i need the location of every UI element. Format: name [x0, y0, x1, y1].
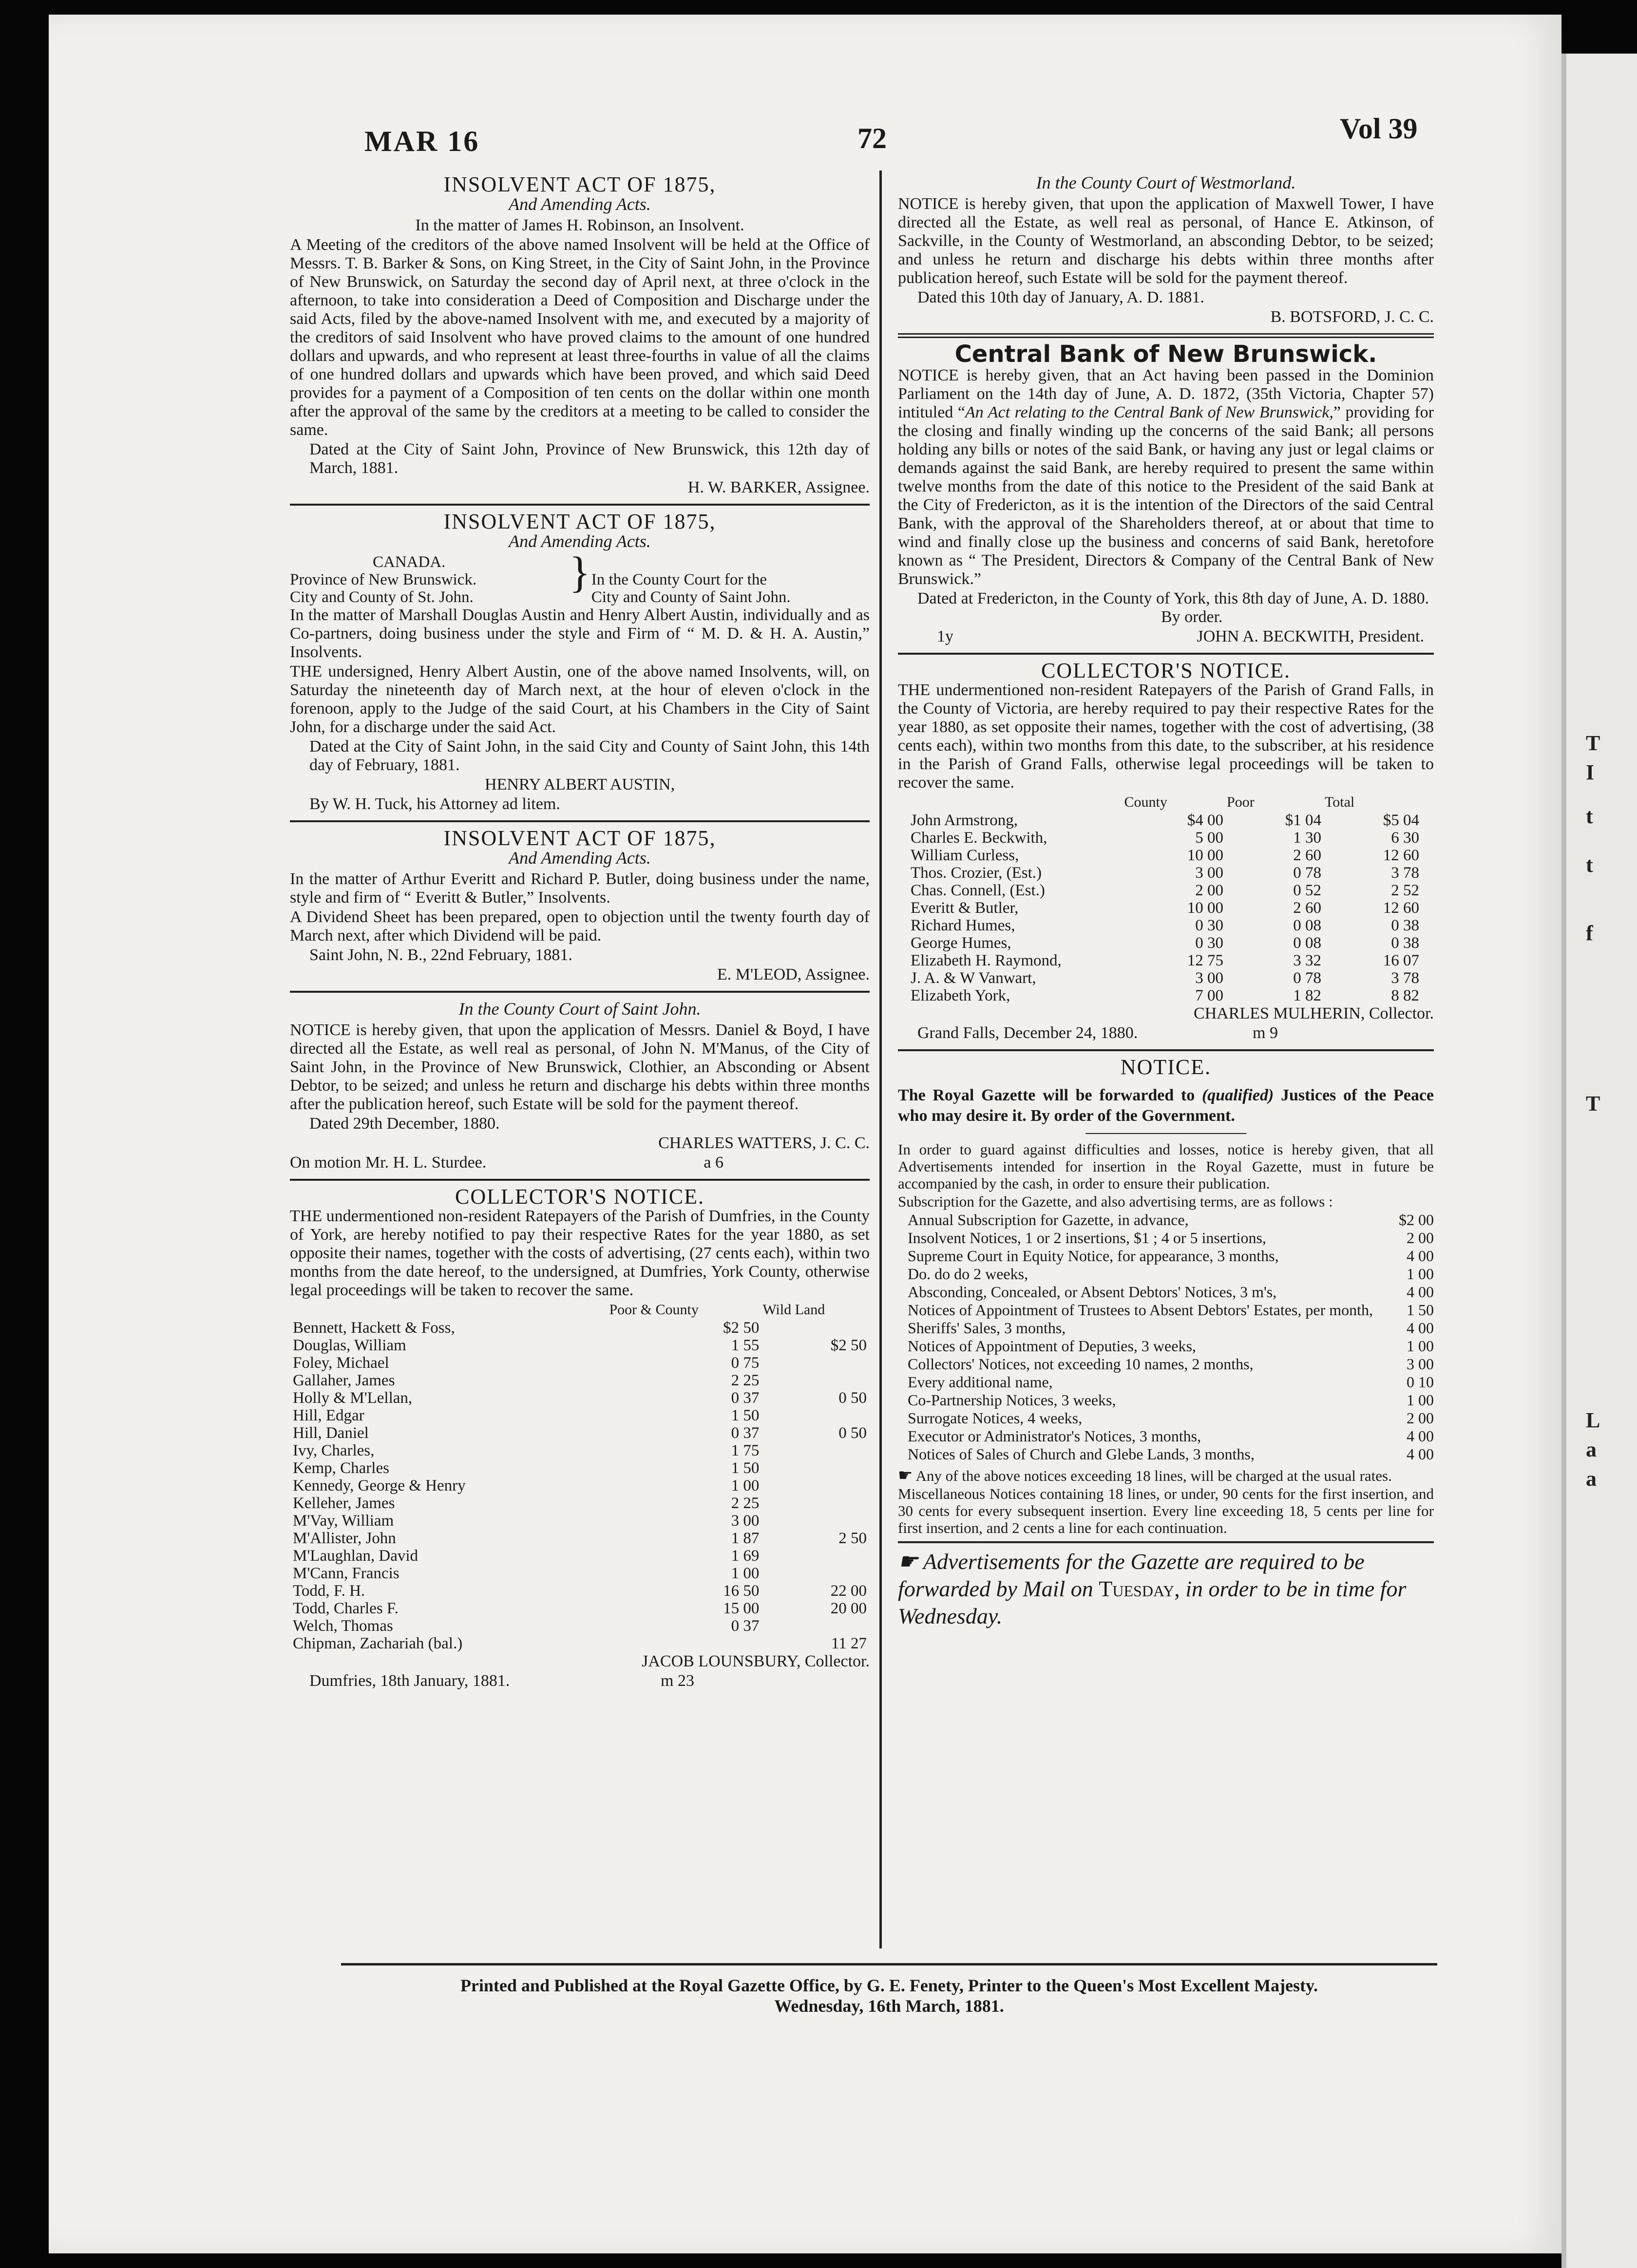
imprint-line-2: Wednesday, 16th March, 1881.	[774, 1996, 1004, 2016]
ratepayer-name: Chipman, Zachariah (bal.)	[293, 1635, 463, 1652]
poor-county-rate: 1 87	[731, 1530, 760, 1547]
poor-rate: 0 52	[1293, 882, 1322, 899]
table-row	[290, 1424, 870, 1442]
total-rate: 12 60	[1383, 847, 1419, 864]
ratepayer-name: Kelleher, James	[293, 1494, 395, 1512]
dated-line	[898, 589, 1434, 608]
total-rate: $5 04	[1383, 812, 1419, 829]
poor-county-rate: 1 00	[731, 1565, 760, 1582]
county-rate: 12 75	[1187, 952, 1224, 969]
total-rate: 2 52	[1391, 882, 1419, 899]
col-header: Poor	[1227, 794, 1255, 810]
fee-amount: $2 00	[1399, 1211, 1434, 1228]
poor-rate: $1 04	[1285, 812, 1322, 829]
gazette-notice	[898, 1085, 1434, 1126]
fee-row	[898, 1355, 1434, 1373]
poor-county-rate: 1 00	[731, 1477, 760, 1494]
insolvent-notice-austin	[290, 512, 870, 813]
mail-notice	[898, 1548, 1434, 1630]
wild-land-rate: 2 50	[838, 1530, 867, 1547]
fee-amount: 1 00	[1407, 1391, 1434, 1409]
county-rate: 0 30	[1195, 917, 1224, 934]
table-row	[908, 829, 1422, 847]
poor-rate: 0 08	[1293, 917, 1322, 934]
fee-amount: 1 50	[1407, 1301, 1434, 1319]
notice-signature: CHARLES MULHERIN, Collector.	[1194, 1004, 1434, 1022]
mail-text-b: in order to be in time for Wednesday.	[898, 1576, 1407, 1628]
section-rule	[290, 1179, 870, 1181]
section-rule	[898, 1541, 1434, 1543]
notice-body: THE undersigned, Henry Albert Austin, one of the above named Insolvents, will, on Saturday the nineteenth day of March next, at the hour of eleven o'clock in the forenoon, apply to the Judge of the said Court, at his Chambers in the City of Saint John, for a discharge under the said Act.	[290, 662, 870, 736]
ratepayer-name: John Armstrong,	[911, 812, 1018, 829]
city-county-label: City and County of St. John.	[290, 588, 474, 606]
fee-row	[898, 1229, 1434, 1247]
fee-label: Notices of Appointment of Deputies, 3 weeks,	[908, 1337, 1196, 1355]
table-row	[908, 882, 1422, 899]
section-rule	[290, 991, 870, 993]
notice-code: m 9	[1253, 1024, 1278, 1042]
fee-label: Notices of Sales of Church and Glebe Lands, 3 months,	[908, 1445, 1255, 1463]
ratepayer-name: Elizabeth H. Raymond,	[911, 952, 1062, 969]
notice-attorney: By W. H. Tuck, his Attorney ad litem.	[309, 795, 560, 813]
total-rate: 8 82	[1391, 987, 1419, 1004]
central-bank-notice	[898, 340, 1434, 646]
fee-list	[898, 1211, 1434, 1463]
fee-row	[898, 1265, 1434, 1283]
ratepayer-name: Gallaher, James	[293, 1372, 395, 1389]
notice-title: NOTICE.	[1120, 1055, 1212, 1079]
fee-label: Co-Partnership Notices, 3 weeks,	[908, 1391, 1116, 1409]
rates-table	[290, 1301, 870, 1652]
ratepayer-name: Foley, Michael	[293, 1354, 389, 1372]
table-row	[290, 1442, 870, 1459]
wild-land-rate	[762, 1565, 870, 1582]
fee-label: Collectors' Notices, not exceeding 10 names, 2 months,	[908, 1355, 1254, 1373]
notice-title: COLLECTOR'S NOTICE.	[455, 1185, 704, 1209]
ratepayer-name: Kemp, Charles	[293, 1459, 389, 1477]
gazette-text-b: Justices of the Peace who may desire it. By order of the Government.	[898, 1086, 1434, 1125]
wild-land-rate	[762, 1442, 870, 1459]
motion-line	[290, 1153, 870, 1172]
ratepayer-name: M'Cann, Francis	[293, 1565, 400, 1582]
notice-body: NOTICE is hereby given, that upon the application of Messrs. Daniel & Boyd, I have directed all the Estate, as well real as personal, of John N. M'Manus, of the City of Saint John, in the Province of New Brunswick, Clothier, an Absconding or Absent Debtor, to be seized; and unless he return and discharge his debts within three months after the publication hereof, such Estate will be sold for the payment thereof.	[290, 1021, 870, 1113]
volume-label: Vol 39	[1340, 113, 1418, 145]
signature-line	[898, 627, 1434, 646]
county-rate: 2 00	[1195, 882, 1224, 899]
county-rate: 3 00	[1195, 864, 1224, 882]
section-rule	[898, 1049, 1434, 1051]
poor-county-rate: 3 00	[731, 1512, 760, 1530]
county-rate: 7 00	[1195, 987, 1224, 1004]
court-name-a: In the County Court for the	[591, 571, 767, 588]
poor-rate: 1 82	[1293, 987, 1322, 1004]
poor-county-rate: 0 75	[731, 1354, 760, 1372]
fee-row	[898, 1445, 1434, 1463]
poor-county-rate: 2 25	[731, 1372, 760, 1389]
printer-imprint	[341, 1975, 1437, 2016]
notice-signature: H. W. BARKER, Assignee.	[687, 478, 870, 496]
notice-title: In the County Court of Saint John.	[458, 999, 701, 1019]
misc-notice: Miscellaneous Notices containing 18 lines, or under, 90 cents for the first insertion, and 30 cents for every subsequent insertion. Every line exceeding 18, 5 cents per line for first insertion, and 2 cents a line for each continuation.	[898, 1485, 1434, 1536]
notice-dated: Dated this 10th day of January, A. D. 1881.	[917, 288, 1204, 306]
poor-rate: 0 08	[1293, 934, 1322, 952]
poor-rate: 0 78	[1293, 969, 1322, 987]
poor-rate: 2 60	[1293, 899, 1322, 917]
notice-title: INSOLVENT ACT OF 1875,	[443, 172, 716, 196]
ratepayer-name: M'Allister, John	[293, 1530, 396, 1547]
wild-land-rate	[762, 1477, 870, 1494]
county-court-westmorland	[898, 173, 1434, 326]
fee-amount: 4 00	[1407, 1319, 1434, 1337]
footer-rule	[341, 1963, 1437, 1966]
wild-land-rate	[762, 1459, 870, 1477]
notice-signature: JACOB LOUNSBURY, Collector.	[642, 1652, 870, 1670]
total-rate: 12 60	[1383, 899, 1419, 917]
table-row	[290, 1407, 870, 1424]
notice-dated: Dated at Fredericton, in the County of York, this 8th day of June, A. D. 1880.	[917, 589, 1429, 607]
fee-amount: 4 00	[1407, 1283, 1434, 1301]
bank-body-a: NOTICE is hereby given, that an Act having been passed in the Dominion Parliament on the 14th day of June, A. D. 1872, (35th Victoria, Chapter 57) intituled “	[898, 366, 1434, 421]
notice-dated: Dated 29th December, 1880.	[309, 1115, 500, 1133]
table-row	[290, 1582, 870, 1600]
adjacent-fragment: L	[1586, 1408, 1600, 1432]
adjacent-fragment: T	[1586, 731, 1600, 755]
wild-land-rate	[762, 1617, 870, 1635]
fee-amount: 1 00	[1407, 1265, 1434, 1283]
table-row	[290, 1565, 870, 1582]
poor-county-rate: 1 55	[731, 1337, 760, 1354]
table-row	[290, 1547, 870, 1565]
ratepayer-name: Richard Humes,	[911, 917, 1015, 934]
section-rule	[290, 504, 870, 506]
poor-rate: 1 30	[1293, 829, 1322, 847]
poor-county-rate: 15 00	[723, 1600, 760, 1617]
fee-label: Notices of Appointment of Trustees to Absent Debtors' Estates, per month,	[908, 1301, 1373, 1319]
total-rate: 3 78	[1391, 864, 1419, 882]
total-rate: 3 78	[1391, 969, 1419, 987]
notice-dated: Saint John, N. B., 22nd February, 1881.	[309, 946, 572, 964]
court-name-b: City and County of Saint John.	[591, 588, 791, 606]
ratepayer-name: Douglas, William	[293, 1337, 406, 1354]
ratepayer-name: M'Vay, William	[293, 1512, 394, 1530]
notice-title: Central Bank of New Brunswick.	[954, 340, 1377, 368]
notice-dated: Dated at the City of Saint John, Province of New Brunswick, this 12th day of March, 1881.	[309, 440, 870, 477]
total-rate: 6 30	[1391, 829, 1419, 847]
poor-rate: 3 32	[1293, 952, 1322, 969]
col-header: County	[1124, 794, 1167, 810]
brace-icon: }	[569, 548, 590, 597]
wild-land-rate	[762, 1494, 870, 1512]
fee-label: Absconding, Concealed, or Absent Debtors' Notices, 3 m's,	[908, 1283, 1277, 1301]
imprint-line-1: Printed and Published at the Royal Gazette Office, by G. E. Fenety, Printer to the Queen's Most Excellent Majesty.	[460, 1976, 1318, 1995]
notice-body: A Dividend Sheet has been prepared, open to objection until the twenty fourth day of March next, after which Dividend will be paid.	[290, 908, 870, 945]
mail-text-a: Advertisements for the Gazette are required to be forwarded by Mail on	[898, 1549, 1365, 1601]
canada-label: CANADA.	[373, 553, 446, 571]
pointing-hand-icon: ☛	[898, 1467, 913, 1485]
adjacent-fragment: t	[1586, 853, 1593, 877]
fee-row	[898, 1337, 1434, 1355]
poor-county-rate: 1 69	[731, 1547, 760, 1565]
right-column	[898, 173, 1434, 1631]
ratepayer-name: J. A. & W Vanwart,	[911, 969, 1036, 987]
ratepayer-name: William Curless,	[911, 847, 1019, 864]
notice-dated: Grand Falls, December 24, 1880.	[917, 1024, 1138, 1042]
poor-county-rate: 1 50	[731, 1407, 760, 1424]
adjacent-fragment: I	[1586, 760, 1595, 784]
mail-day: Tuesday,	[1099, 1576, 1180, 1601]
column-divider	[879, 170, 882, 1948]
fee-amount: 4 00	[1407, 1427, 1434, 1445]
notice-subtitle: And Amending Acts.	[509, 848, 651, 868]
notice-signature: E. M'LEOD, Assignee.	[717, 965, 870, 983]
fee-row	[898, 1247, 1434, 1265]
table-row	[290, 1337, 870, 1354]
insolvent-notice-robinson	[290, 172, 870, 497]
wild-land-rate: 11 27	[831, 1635, 867, 1652]
section-rule	[898, 653, 1434, 655]
collector-notice-dumfries	[290, 1185, 870, 1690]
notice-body	[898, 366, 1434, 588]
table-row	[290, 1600, 870, 1617]
notice-subtitle: And Amending Acts.	[509, 531, 651, 551]
col-header: Wild Land	[762, 1302, 825, 1318]
ratepayer-name: Todd, Charles F.	[293, 1600, 399, 1617]
short-rule	[1085, 1133, 1246, 1134]
total-rate: 0 38	[1391, 917, 1419, 934]
subscription-intro: Subscription for the Gazette, and also advertising terms, are as follows :	[898, 1193, 1333, 1210]
page-number: 72	[857, 122, 887, 154]
collector-notice-grand-falls	[898, 659, 1434, 1042]
wild-land-rate	[762, 1547, 870, 1565]
adjacent-fragment: t	[1586, 804, 1593, 828]
qualified-text: (qualified)	[1201, 1086, 1274, 1104]
fee-row	[898, 1283, 1434, 1301]
fee-row	[898, 1409, 1434, 1427]
act-title: An Act relating to the Central Bank of New Brunswick,	[965, 403, 1333, 421]
county-rate: 10 00	[1187, 899, 1224, 917]
wild-land-rate	[762, 1512, 870, 1530]
ratepayer-name: Chas. Connell, (Est.)	[911, 882, 1045, 899]
notice-matter: In the matter of Marshall Douglas Austin and Henry Albert Austin, individually and as Co-partners, doing business under the style and Firm of “ M. D. & H. A. Austin,” Insolvents.	[290, 606, 870, 661]
notice-signature: CHARLES WATTERS, J. C. C.	[658, 1134, 870, 1152]
poor-county-rate: 1 50	[731, 1459, 760, 1477]
notice-title: In the County Court of Westmorland.	[1036, 173, 1296, 192]
ratepayer-name: Bennett, Hackett & Foss,	[293, 1319, 455, 1337]
notice-title: COLLECTOR'S NOTICE.	[1041, 659, 1291, 682]
poor-rate: 0 78	[1293, 864, 1322, 882]
insolvent-notice-everitt	[290, 826, 870, 984]
fee-amount: 4 00	[1407, 1247, 1434, 1265]
poor-county-rate	[609, 1635, 762, 1652]
ratepayer-name: Hill, Daniel	[293, 1424, 369, 1442]
poor-county-rate: 0 37	[731, 1389, 760, 1407]
notice-body: NOTICE is hereby given, that upon the application of Maxwell Tower, I have directed all the Estate, as well real as personal, of Hance E. Atkinson, of Sackville, in the County of Westmorland, an absconding Debtor, to be seized; and unless he return and discharge his debts within three months after publication hereof, such Estate will be sold for the payment thereof.	[898, 195, 1434, 287]
table-row	[908, 812, 1422, 829]
county-rate: 10 00	[1187, 847, 1224, 864]
table-row	[908, 899, 1422, 917]
gazette-text-a: The Royal Gazette will be forwarded to	[898, 1086, 1195, 1104]
adjacent-fragment: a	[1586, 1467, 1597, 1491]
ratepayer-name: Elizabeth York,	[911, 987, 1010, 1004]
table-row	[908, 864, 1422, 882]
county-court-saint-john	[290, 1000, 870, 1172]
notice-body: A Meeting of the creditors of the above named Insolvent will be held at the Office of Messrs. T. B. Barker & Sons, on King Street, in the City of Saint John, in the Province of New Brunswick, on Saturday the second day of April next, at three o'clock in the afternoon, to take into consideration a Deed of Composition and Discharge under the said Acts, filed by the above-named Insolvent with me, and executed by a majority of the creditors of said Insolvent who have proved claims to the amount of one hundred dollars and upwards, and who represent at least three-fourths in value of all the claims of one hundred dollars and upwards which have been proved, and which said Deed provides for a payment of a Composition of ten cents on the dollar within one month after the approval of the same by the creditors at a meeting to be called to consider the same.	[290, 236, 870, 439]
fee-label: Executor or Administrator's Notices, 3 months,	[908, 1427, 1201, 1445]
guard-notice: In order to guard against difficulties and losses, notice is hereby given, that all Advertisements intended for insertion in the Royal Gazette, must in future be accompanied by the cash, in order to ensure their publication.	[898, 1141, 1434, 1192]
motion-text: On motion Mr. H. L. Sturdee.	[290, 1153, 487, 1172]
adjacent-page-edge	[1561, 54, 1637, 2268]
adjacent-fragment: T	[1586, 1092, 1600, 1115]
ratepayer-name: Hill, Edgar	[293, 1407, 364, 1424]
poor-county-rate: 1 75	[731, 1442, 760, 1459]
county-rate: 3 00	[1195, 969, 1224, 987]
ratepayer-name: Ivy, Charles,	[293, 1442, 375, 1459]
wild-land-rate	[762, 1407, 870, 1424]
table-row	[908, 934, 1422, 952]
fee-label: Sheriffs' Sales, 3 months,	[908, 1319, 1066, 1337]
table-row	[290, 1319, 870, 1337]
table-row	[290, 1389, 870, 1407]
table-row	[290, 1617, 870, 1635]
adjacent-fragment: f	[1586, 921, 1593, 945]
wild-land-rate: 0 50	[838, 1389, 867, 1407]
section-rule	[898, 333, 1434, 338]
table-row	[908, 952, 1422, 969]
wild-land-rate: 0 50	[838, 1424, 867, 1442]
ratepayer-name: Everitt & Butler,	[911, 899, 1019, 917]
table-row	[908, 987, 1422, 1004]
fee-row	[898, 1319, 1434, 1337]
left-column	[290, 173, 870, 1690]
pointing-hand-icon: ☛	[898, 1549, 918, 1574]
court-caption	[290, 548, 870, 606]
wild-land-rate: 20 00	[830, 1600, 867, 1617]
table-row	[908, 917, 1422, 934]
wild-land-rate: 22 00	[830, 1582, 867, 1600]
total-rate: 16 07	[1383, 952, 1419, 969]
col-header: Total	[1325, 794, 1355, 810]
poor-county-rate: 0 37	[731, 1617, 760, 1635]
poor-county-rate: 2 25	[731, 1494, 760, 1512]
by-order: By order.	[1161, 608, 1223, 626]
fee-row	[898, 1373, 1434, 1391]
fee-row	[898, 1211, 1434, 1229]
dated-line	[898, 1024, 1434, 1042]
poor-county-rate: $2 50	[723, 1319, 760, 1337]
notice-code: a 6	[704, 1153, 723, 1172]
ratepayer-name: Holly & M'Lellan,	[293, 1389, 413, 1407]
fee-row	[898, 1301, 1434, 1319]
table-row	[290, 1494, 870, 1512]
notice-body: THE undermentioned non-resident Ratepayers of the Parish of Dumfries, in the County of York, are hereby notified to pay their respective Rates for the year 1880, as set opposite their names, together with the costs of advertising, (27 cents each), within two months from the date hereof, to the undersigned, at Dumfries, York County, otherwise legal proceedings will be taken to recover the same.	[290, 1207, 870, 1299]
notice-subtitle: And Amending Acts.	[509, 194, 651, 214]
county-rate: 0 30	[1195, 934, 1224, 952]
bank-body-b: ” providing for the closing and finally winding up the concerns of the said Bank; all persons holding any bills or notes of the said Bank, or having any just or legal claims or demands against the said Bank, are hereby required to present the same within twelve months from the date of this notice to the President of the said Bank at the City of Fredericton, as it is the intention of the Directors of the said Central Bank, with the approval of the Shareholders thereof, at or about that time to wind and finally close up the business and concerns of said Bank, heretofore known as “ The President, Directors & Company of the Central Bank of New Brunswick.”	[898, 403, 1434, 588]
notice-signature: B. BOTSFORD, J. C. C.	[1270, 308, 1434, 326]
table-row	[290, 1354, 870, 1372]
fee-label: Do. do do 2 weeks,	[908, 1265, 1028, 1283]
fee-amount: 4 00	[1407, 1445, 1434, 1463]
adjacent-fragment: a	[1586, 1437, 1597, 1461]
notice-title: INSOLVENT ACT OF 1875,	[443, 510, 716, 533]
poor-county-rate: 0 37	[731, 1424, 760, 1442]
table-row	[290, 1477, 870, 1494]
fee-label: Surrogate Notices, 4 weeks,	[908, 1409, 1083, 1427]
exceed-notice	[898, 1467, 1434, 1484]
table-row	[290, 1459, 870, 1477]
notice-matter: In the matter of Arthur Everitt and Richard P. Butler, doing business under the name, style and firm of “ Everitt & Butler,” Insolvents.	[290, 870, 870, 907]
fee-row	[898, 1427, 1434, 1445]
fee-amount: 0 10	[1407, 1373, 1434, 1391]
notice-matter: In the matter of James H. Robinson, an Insolvent.	[415, 216, 744, 234]
wild-land-rate	[762, 1354, 870, 1372]
ratepayer-name: Todd, F. H.	[293, 1582, 365, 1600]
notice-title: INSOLVENT ACT OF 1875,	[443, 826, 716, 850]
total-rate: 0 38	[1391, 934, 1419, 952]
county-rate: 5 00	[1195, 829, 1224, 847]
col-header: Poor & County	[609, 1302, 699, 1318]
notice-dated: Dumfries, 18th January, 1881.	[309, 1672, 510, 1690]
fee-amount: 1 00	[1407, 1337, 1434, 1355]
table-row	[290, 1635, 870, 1652]
fee-label: Supreme Court in Equity Notice, for appearance, 3 months,	[908, 1247, 1279, 1265]
fee-amount: 2 00	[1407, 1229, 1434, 1247]
poor-county-rate: 16 50	[723, 1582, 760, 1600]
poor-rate: 2 60	[1293, 847, 1322, 864]
rates-table	[908, 793, 1422, 1004]
ratepayer-name: Kennedy, George & Henry	[293, 1477, 466, 1494]
notice-signature: JOHN A. BECKWITH, President.	[1197, 627, 1424, 645]
ratepayer-name: Thos. Crozier, (Est.)	[911, 864, 1042, 882]
ratepayer-name: Welch, Thomas	[293, 1617, 393, 1635]
notice-dated: Dated at the City of Saint John, in the said City and County of Saint John, this 14th day of February, 1881.	[309, 737, 870, 774]
fee-amount: 3 00	[1407, 1355, 1434, 1373]
notice-signature: HENRY ALBERT AUSTIN,	[485, 775, 675, 794]
notice-code: 1y	[937, 627, 953, 645]
header-date: MAR 16	[364, 125, 480, 157]
table-row	[290, 1512, 870, 1530]
fee-row	[898, 1391, 1434, 1409]
table-row	[908, 847, 1422, 864]
government-notice	[898, 1055, 1434, 1630]
fee-amount: 2 00	[1407, 1409, 1434, 1427]
county-rate: $4 00	[1187, 812, 1224, 829]
ratepayer-name: George Humes,	[911, 934, 1011, 952]
notice-body: THE undermentioned non-resident Ratepayers of the Parish of Grand Falls, in the County of Victoria, are hereby required to pay their respective Rates for the year 1880, as set opposite their names, together with the cost of advertising, (38 cents each), within two months from this date, to the subscriber, at his residence in the Parish of Grand Falls, otherwise legal proceedings will be taken to recover the same.	[898, 681, 1434, 792]
fee-label: Every additional name,	[908, 1373, 1053, 1391]
dated-line	[290, 1672, 870, 1690]
ratepayer-name: M'Laughlan, David	[293, 1547, 419, 1565]
table-row	[908, 969, 1422, 987]
fee-label: Annual Subscription for Gazette, in advance,	[908, 1211, 1189, 1228]
wild-land-rate: $2 50	[830, 1337, 867, 1354]
section-rule	[290, 820, 870, 822]
fee-label: Insolvent Notices, 1 or 2 insertions, $1 ; 4 or 5 insertions,	[908, 1229, 1266, 1247]
table-row	[290, 1530, 870, 1547]
table-row	[290, 1372, 870, 1389]
ratepayer-name: Charles E. Beckwith,	[911, 829, 1047, 847]
province-label: Province of New Brunswick.	[290, 571, 477, 588]
wild-land-rate	[762, 1372, 870, 1389]
exceed-text: Any of the above notices exceeding 18 lines, will be charged at the usual rates.	[915, 1467, 1392, 1484]
wild-land-rate	[762, 1319, 870, 1337]
notice-code: m 23	[661, 1672, 694, 1690]
